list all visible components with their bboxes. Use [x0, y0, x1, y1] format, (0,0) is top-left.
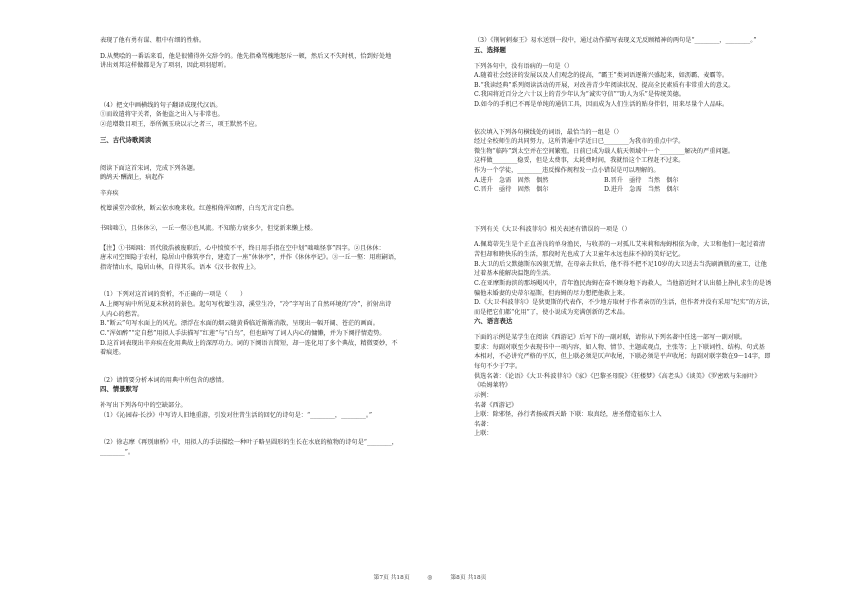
option-b: B.晋升 亟待 当然 偶尔: [604, 176, 679, 184]
option-b: B.大卫的后父默德斯东凶狠无情，在母亲去世后，他不得不把不足10岁的大卫送去当洗刷酒瓶的童工，让他: [474, 260, 767, 268]
language-task: 下面的示例是某学生在阅读《西游记》后写下的一副对联，请你从下列名著中任选一部写一副对联。: [474, 334, 747, 342]
section-heading-dictation: 四、情景默写: [100, 385, 139, 394]
option-a: A.随着社会经济的发展以及人们观念的提高，“霸王”类词语逐渐兴盛起来，如沥霸、麦霸等。: [474, 72, 729, 80]
fill-question-1: （1）《沁园春·长沙》中写诗人旧地重游，引发对往昔生活的回忆的诗句是：“________，________。”: [100, 411, 373, 419]
option-a-cont: 人内心的愁苦。: [100, 310, 144, 318]
language-task: 本相对，不必讲究严格的平仄，但上联必须是仄声收尾，下联必须是平声收尾；每副对联字数在9～14字，即: [474, 353, 771, 361]
language-task: 要求：每副对联至少表现书中一项内容，如人物、情节、主题或观点，主张等；上下联词性、结构、句式基: [474, 343, 765, 351]
option-b: B.“我读经典”系列阅读活动的开展，对改善青少年阅读状况、提高全民素质有非常重大的意义。: [474, 81, 735, 89]
option-b-cont: 过着基本能解决温饱的生活。: [474, 270, 555, 278]
example-couplet: 上联：除邪怪，孙行者扬威西天路 下联：取真经，唐圣僧造福东土人: [474, 411, 662, 419]
question-4-title: （4）把文中画横线的句子翻译成现代汉语。: [100, 101, 222, 109]
fold-mark-icon: ◎: [427, 575, 433, 581]
option-d-cont: 而是把它们都“化用”了，使小说成为充满创新的艺术品。: [474, 308, 629, 316]
text-line: 表现了他有勇有谋、粗中有细的性格。: [100, 37, 206, 44]
choice-question-1-title: 下列各句中，没有语病的一句是（）: [474, 62, 573, 70]
left-page-number: 第7页 共18页: [373, 575, 410, 581]
option-d-cont: 着痕迹。: [100, 349, 125, 357]
question-2-title: （2）请简要分析本词的用典中所包含的感情。: [100, 376, 228, 384]
sentence-4: 作为一个学徒，________违反操作规程发一点小错误是可以理解的。: [474, 167, 660, 175]
text-line: 讲出刘邦这样做都是为了项羽，因此项羽慰听。: [100, 62, 230, 70]
option-d: D.进升 急需 当然 偶尔: [604, 186, 679, 194]
choice-options-grid: [474, 176, 734, 195]
option-c-cont: 骗他未婚妻的史蒂尔福斯，但海姆的尽力想把他救上来。: [474, 289, 629, 297]
option-c: C.晋升 亟待 固然 偶尔: [474, 186, 549, 194]
poem-note: 【注】①书咄咄：晋代殷浩被废职后，心中愤愤不平，终日用手指在空中划“咄咄怪事”四字。②且休休：: [100, 244, 385, 252]
sentence-3: 这样做________稳妥，但是太费事，太耗费时间，我就悟这个工程赶不过来。: [474, 157, 685, 165]
fill-question-3: （3）《荆轲刺秦王》易水送别一段中，通过动作描写表现义无反顾精神的两句是“________，________。”: [474, 37, 757, 44]
sentence-1: 经过全校师生的共同努力，这所普通中学近日已________为我市的重点中学。: [474, 138, 685, 146]
option-d: D.如今的手机已不再是单纯的通信工具，因而成为人们生活的贴身伴侣，用来尽量个人品味。: [474, 100, 729, 108]
reading-instruction: 阅读下面这首宋词，完成下列各题。: [100, 164, 199, 172]
sentence-2: 微生物“临阵”到太空并在空间繁殖，日前已成为载人航天领域中一个________解决的严重问题。: [474, 147, 735, 155]
book-list-cont: 《哈姆莱特》: [474, 382, 512, 390]
poem-line-1: 枕簟溪堂冷欲秋，断云依水晚来收。红莲相倚浑如醉，白鸟无言定自愁。: [100, 205, 298, 213]
section-heading-choice: 五、选择题: [474, 45, 506, 54]
option-d-text: D.从樊哙的一番话来看，他是很懂得外交辞令的。他先指桑骂槐地怒斥一顿，然后又不失时机，恰到好处地: [100, 52, 392, 60]
option-b: B.“断云”句写水面上的风光。漂浮在水面的烟云随黄昏临近渐渐消散，呈现出一幅开阔、苍茫的画面。: [100, 320, 379, 328]
option-d: D.《大卫·科波菲尔》是狄更斯的代表作，不少地方取材于作者亲历的生活，但作者并没有采用“纪实”的方法，: [474, 299, 774, 307]
language-task: 每句不少于7字。: [474, 363, 522, 371]
answer-book-label: 名著：: [474, 420, 493, 428]
poem-author: 辛弃疾: [100, 189, 119, 197]
choice-question-3-title: 下列有关《大卫·科波菲尔》相关表述有错误的一项是（）: [474, 225, 631, 233]
section-heading-poetry: 三、古代诗歌阅读: [100, 135, 152, 144]
option-c: C.我国将近百分之六十以上的青少年认为“诚实守信”“助人为乐”是传统美德。: [474, 91, 685, 99]
option-a-cont: 苦但却和睦快乐的生活，那段时光也成了大卫童年永远也抹不掉的美好记忆。: [474, 251, 685, 259]
example-book: 名著《西游记》: [474, 401, 518, 409]
example-label: 示例：: [474, 391, 493, 399]
page-footer: [0, 574, 860, 583]
question-4-sentence-2: ②范增数目项王，举所佩玉玦以示之者三，项王默然不应。: [100, 121, 261, 129]
option-a: A.上阕写病中所见夏末秋初的景色。起句写枕簟生凉，溪堂生冷，“冷”字写出了自然环境的“冷”，折射出诗: [100, 301, 392, 309]
book-list: 供选名著：《论语》《大卫·科波菲尔》《家》《巴黎圣母院》《狂楼梦》《高老头》《谈美》《罗密欧与朱丽叶》: [474, 372, 761, 380]
fill-instruction: 补写出下列各句中的空缺部分。: [100, 402, 187, 410]
option-a: A.佩葛蒂先生是个正直善良的单身渔民，与收养的一对孤儿艾米莉和海姆相依为命，大卫和他们一起过着清: [474, 241, 766, 249]
poem-note: 指寄情山水，隐居山林，自得其乐。语本《汉书·叙传上》。: [100, 263, 260, 271]
right-page-number: 第8页 共18页: [450, 575, 487, 581]
fill-question-2: （2）徐志摩《再别康桥》中，用拟人的手法描绘一种叶子略呈圆形的生长在水底的植物的诗句是“________，: [100, 439, 398, 447]
option-a: A.进升 急需 固然 偶然: [474, 176, 549, 184]
poem-note: 唐末司空图隐于农村，隐居山中修筑亭台，建造了一座“休休亭”，并作《休休亭记》。③一丘一壑：用班嗣语，: [100, 254, 401, 262]
choice-question-2-title: 依次填入下列各句横线处的词语，最恰当的一组是（）: [474, 128, 623, 136]
option-c: C.在亚摩斯海滨的那场飓风中，青年渔民海姆在奋不顾身地下海救人，当他游近时才认出船上挣扎求生的是诱: [474, 279, 772, 287]
left-page-column: [100, 36, 470, 458]
option-c: C.“浑如醉”“定自愁”用拟人手法描写“红莲”与“白鸟”，但也暗写了词人内心的慵懒，并为下阕抒情造势。: [100, 329, 386, 337]
answer-couplet-label: 上联：: [474, 430, 493, 438]
section-heading-language: 六、语言表达: [474, 317, 513, 326]
right-page-column: [474, 36, 844, 439]
poem-line-2: 书咄咄①，且休休②，一丘一壑③也风流。不知筋力衰多少，但觉新来懒上楼。: [100, 225, 317, 233]
poem-title: 鹧鸪天·酬湖上，病起作: [100, 174, 164, 182]
question-1-title: （1）下列对这首词的赏析，不正确的一项是（ ）: [100, 291, 247, 299]
question-4-sentence-1: ①而故遣将守关者，备他盗之出入与非常也。: [100, 111, 224, 119]
option-d: D.这首词表现出辛弃疾在化用典故上的深厚功力。词的下阕语言简短，却一连化用了多个典故，精微要妙，不: [100, 339, 398, 347]
fill-question-2-cont: ________”。: [100, 449, 135, 457]
